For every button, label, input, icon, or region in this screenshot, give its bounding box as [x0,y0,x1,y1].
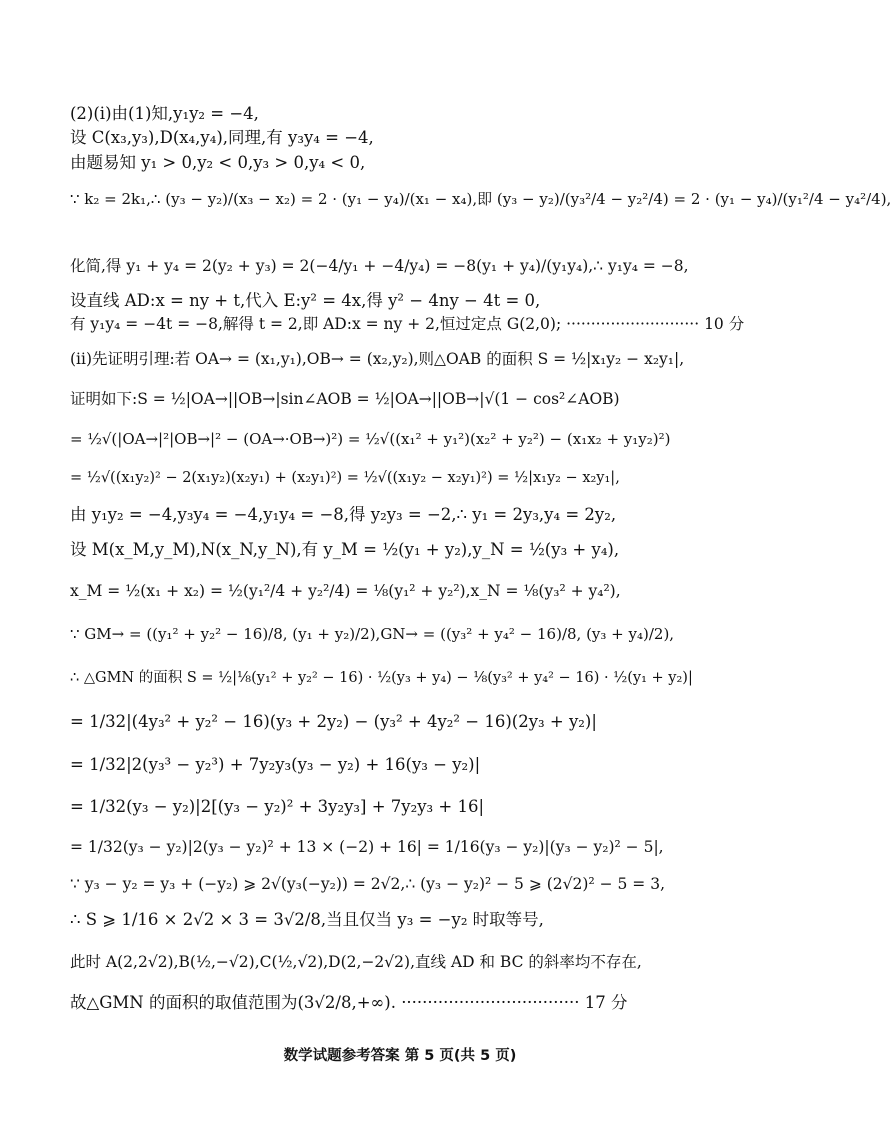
solution-line: 由 y₁y₂ = −4,y₃y₄ = −4,y₁y₄ = −8,得 y₂y₃ = −2,∴ y₁ = 2y₃,y₄ = 2y₂, [70,505,617,524]
solution-line: 设 M(x_M,y_M),N(x_N,y_N),有 y_M = ½(y₁ + y₂),y_N = ½(y₃ + y₄), [70,540,620,559]
solution-line: 化简,得 y₁ + y₄ = 2(y₂ + y₃) = 2(−4/y₁ + −4/y₄) = −8(y₁ + y₄)/(y₁y₄),∴ y₁y₄ = −8, [70,257,689,275]
solution-line: ∵ k₂ = 2k₁,∴ (y₃ − y₂)/(x₃ − x₂) = 2 · (y₁ − y₄)/(x₁ − x₄),即 (y₃ − y₂)/(y₃²/4 − y₂²/4) = 2 · (y₁ − y₄)/(y₁²/4 − y₄²/4), [70,190,891,208]
solution-line: ∵ y₃ − y₂ = y₃ + (−y₂) ⩾ 2√(y₃(−y₂)) = 2√2,∴ (y₃ − y₂)² − 5 ⩾ (2√2)² − 5 = 3, [70,875,666,893]
solution-line: = 1/32(y₃ − y₂)|2[(y₃ − y₂)² + 3y₂y₃] + 7y₂y₃ + 16| [70,797,485,816]
solution-line: 由题易知 y₁ > 0,y₂ < 0,y₃ > 0,y₄ < 0, [70,153,366,172]
solution-line: 此时 A(2,2√2),B(½,−√2),C(½,√2),D(2,−2√2),直线 AD 和 BC 的斜率均不存在, [70,953,642,971]
page-footer: 数学试题参考答案 第 5 页(共 5 页) [283,1048,517,1064]
solution-line: = ½√((x₁y₂)² − 2(x₁y₂)(x₂y₁) + (x₂y₁)²) = ½√((x₁y₂ − x₂y₁)²) = ½|x₁y₂ − x₂y₁|, [70,470,620,486]
solution-line: ∴ S ⩾ 1/16 × 2√2 × 3 = 3√2/8,当且仅当 y₃ = −y₂ 时取等号, [70,910,544,929]
solution-line: = 1/32|2(y₃³ − y₂³) + 7y₂y₃(y₃ − y₂) + 16(y₃ − y₂)| [70,755,481,774]
solution-line: = 1/32|(4y₃² + y₂² − 16)(y₃ + 2y₂) − (y₃² + 4y₂² − 16)(2y₃ + y₂)| [70,712,597,731]
solution-line: (2)(ⅰ)由(1)知,y₁y₂ = −4, [70,104,259,123]
solution-line: (ⅱ)先证明引理:若 OA→ = (x₁,y₁),OB→ = (x₂,y₂),则△OAB 的面积 S = ½|x₁y₂ − x₂y₁|, [70,350,685,368]
solution-line: ∵ GM→ = ((y₁² + y₂² − 16)/8, (y₁ + y₂)/2),GN→ = ((y₃² + y₄² − 16)/8, (y₃ + y₄)/2), [70,625,675,643]
solution-line: = 1/32(y₃ − y₂)|2(y₃ − y₂)² + 13 × (−2) + 16| = 1/16(y₃ − y₂)|(y₃ − y₂)² − 5|, [70,838,664,856]
solution-line: 证明如下:S = ½|OA→||OB→|sin∠AOB = ½|OA→||OB→|√(1 − cos²∠AOB) [70,390,620,408]
solution-line: 设直线 AD:x = ny + t,代入 E:y² = 4x,得 y² − 4ny − 4t = 0, [70,291,541,310]
solution-line: ∴ △GMN 的面积 S = ½|⅛(y₁² + y₂² − 16) · ½(y₃ + y₄) − ⅛(y₃² + y₄² − 16) · ½(y₁ + y₂)| [70,670,693,686]
solution-line: = ½√(|OA→|²|OB→|² − (OA→·OB→)²) = ½√((x₁² + y₁²)(x₂² + y₂²) − (x₁x₂ + y₁y₂)²) [70,430,671,448]
solution-line: 有 y₁y₄ = −4t = −8,解得 t = 2,即 AD:x = ny + 2,恒过定点 G(2,0); ··························· 10 分 [70,315,745,333]
solution-line: x_M = ½(x₁ + x₂) = ½(y₁²/4 + y₂²/4) = ⅛(y₁² + y₂²),x_N = ⅛(y₃² + y₄²), [70,582,621,600]
solution-line: 设 C(x₃,y₃),D(x₄,y₄),同理,有 y₃y₄ = −4, [70,128,374,147]
solution-line: 故△GMN 的面积的取值范围为(3√2/8,+∞). ·································· 17 分 [70,993,628,1012]
